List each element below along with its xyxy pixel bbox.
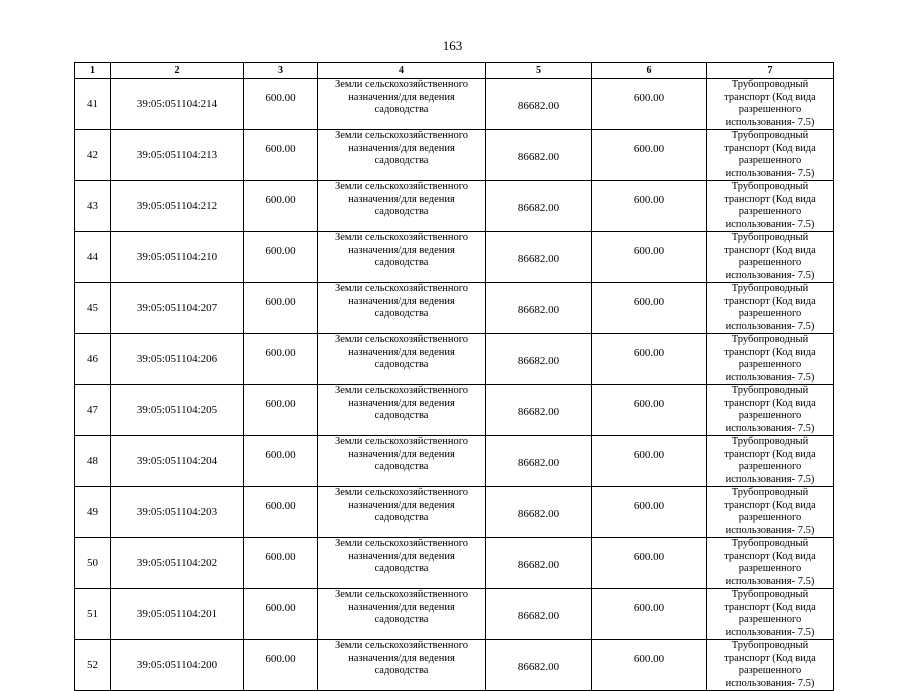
encumbrance-area-cell: 600.00	[592, 538, 707, 589]
column-header: 1	[75, 63, 111, 79]
permitted-use-cell: Трубопроводный транспорт (Код вида разрешенного использования- 7.5)	[707, 436, 834, 487]
encumbrance-area-cell: 600.00	[592, 385, 707, 436]
cadastral-number-cell: 39:05:051104:210	[111, 232, 244, 283]
table-row	[75, 130, 834, 181]
cadastral-value-cell: 86682.00	[486, 130, 592, 181]
cadastral-number-cell: 39:05:051104:202	[111, 538, 244, 589]
row-number-cell: 49	[75, 487, 111, 538]
permitted-use-cell: Трубопроводный транспорт (Код вида разрешенного использования- 7.5)	[707, 487, 834, 538]
land-category-cell: Земли сельскохозяйственного назначения/для ведения садоводства	[318, 232, 486, 283]
row-number-cell: 47	[75, 385, 111, 436]
cadastral-number-cell: 39:05:051104:214	[111, 79, 244, 130]
permitted-use-cell: Трубопроводный транспорт (Код вида разрешенного использования- 7.5)	[707, 589, 834, 640]
cadastral-number-cell: 39:05:051104:203	[111, 487, 244, 538]
encumbrance-area-cell: 600.00	[592, 79, 707, 130]
cadastral-value-cell: 86682.00	[486, 589, 592, 640]
column-header: 3	[244, 63, 318, 79]
area-cell: 600.00	[244, 487, 318, 538]
encumbrance-area-cell: 600.00	[592, 436, 707, 487]
table-header-row	[75, 63, 834, 79]
land-plots-table	[74, 62, 834, 691]
table-row	[75, 640, 834, 691]
cadastral-number-cell: 39:05:051104:204	[111, 436, 244, 487]
row-number-cell: 45	[75, 283, 111, 334]
cadastral-number-cell: 39:05:051104:200	[111, 640, 244, 691]
permitted-use-cell: Трубопроводный транспорт (Код вида разрешенного использования- 7.5)	[707, 640, 834, 691]
land-category-cell: Земли сельскохозяйственного назначения/для ведения садоводства	[318, 487, 486, 538]
row-number-cell: 42	[75, 130, 111, 181]
land-category-cell: Земли сельскохозяйственного назначения/для ведения садоводства	[318, 640, 486, 691]
cadastral-value-cell: 86682.00	[486, 79, 592, 130]
encumbrance-area-cell: 600.00	[592, 589, 707, 640]
cadastral-value-cell: 86682.00	[486, 232, 592, 283]
column-header: 7	[707, 63, 834, 79]
permitted-use-cell: Трубопроводный транспорт (Код вида разрешенного использования- 7.5)	[707, 385, 834, 436]
permitted-use-cell: Трубопроводный транспорт (Код вида разрешенного использования- 7.5)	[707, 334, 834, 385]
encumbrance-area-cell: 600.00	[592, 334, 707, 385]
cadastral-value-cell: 86682.00	[486, 283, 592, 334]
permitted-use-cell: Трубопроводный транспорт (Код вида разрешенного использования- 7.5)	[707, 283, 834, 334]
page-number: 163	[442, 38, 463, 53]
encumbrance-area-cell: 600.00	[592, 181, 707, 232]
area-cell: 600.00	[244, 589, 318, 640]
cadastral-number-cell: 39:05:051104:201	[111, 589, 244, 640]
encumbrance-area-cell: 600.00	[592, 232, 707, 283]
cadastral-value-cell: 86682.00	[486, 436, 592, 487]
permitted-use-cell: Трубопроводный транспорт (Код вида разрешенного использования- 7.5)	[707, 232, 834, 283]
table-row	[75, 334, 834, 385]
area-cell: 600.00	[244, 130, 318, 181]
row-number-cell: 46	[75, 334, 111, 385]
area-cell: 600.00	[244, 640, 318, 691]
column-header: 4	[318, 63, 486, 79]
encumbrance-area-cell: 600.00	[592, 283, 707, 334]
area-cell: 600.00	[244, 181, 318, 232]
cadastral-value-cell: 86682.00	[486, 385, 592, 436]
land-category-cell: Земли сельскохозяйственного назначения/для ведения садоводства	[318, 436, 486, 487]
land-category-cell: Земли сельскохозяйственного назначения/для ведения садоводства	[318, 538, 486, 589]
land-category-cell: Земли сельскохозяйственного назначения/для ведения садоводства	[318, 79, 486, 130]
row-number-cell: 52	[75, 640, 111, 691]
table-row	[75, 79, 834, 130]
permitted-use-cell: Трубопроводный транспорт (Код вида разрешенного использования- 7.5)	[707, 538, 834, 589]
cadastral-value-cell: 86682.00	[486, 538, 592, 589]
cadastral-value-cell: 86682.00	[486, 334, 592, 385]
area-cell: 600.00	[244, 436, 318, 487]
area-cell: 600.00	[244, 283, 318, 334]
row-number-cell: 43	[75, 181, 111, 232]
table-row	[75, 385, 834, 436]
encumbrance-area-cell: 600.00	[592, 487, 707, 538]
table-row	[75, 181, 834, 232]
encumbrance-area-cell: 600.00	[592, 130, 707, 181]
encumbrance-area-cell: 600.00	[592, 640, 707, 691]
cadastral-value-cell: 86682.00	[486, 487, 592, 538]
area-cell: 600.00	[244, 334, 318, 385]
table-row	[75, 538, 834, 589]
cadastral-number-cell: 39:05:051104:213	[111, 130, 244, 181]
land-category-cell: Земли сельскохозяйственного назначения/для ведения садоводства	[318, 181, 486, 232]
land-category-cell: Земли сельскохозяйственного назначения/для ведения садоводства	[318, 385, 486, 436]
row-number-cell: 48	[75, 436, 111, 487]
cadastral-number-cell: 39:05:051104:205	[111, 385, 244, 436]
table-row	[75, 589, 834, 640]
land-category-cell: Земли сельскохозяйственного назначения/для ведения садоводства	[318, 589, 486, 640]
land-category-cell: Земли сельскохозяйственного назначения/для ведения садоводства	[318, 334, 486, 385]
row-number-cell: 44	[75, 232, 111, 283]
permitted-use-cell: Трубопроводный транспорт (Код вида разрешенного использования- 7.5)	[707, 130, 834, 181]
area-cell: 600.00	[244, 538, 318, 589]
land-category-cell: Земли сельскохозяйственного назначения/для ведения садоводства	[318, 283, 486, 334]
row-number-cell: 51	[75, 589, 111, 640]
table-row	[75, 232, 834, 283]
cadastral-number-cell: 39:05:051104:212	[111, 181, 244, 232]
cadastral-value-cell: 86682.00	[486, 640, 592, 691]
land-category-cell: Земли сельскохозяйственного назначения/для ведения садоводства	[318, 130, 486, 181]
row-number-cell: 41	[75, 79, 111, 130]
permitted-use-cell: Трубопроводный транспорт (Код вида разрешенного использования- 7.5)	[707, 79, 834, 130]
area-cell: 600.00	[244, 385, 318, 436]
table-row	[75, 436, 834, 487]
area-cell: 600.00	[244, 232, 318, 283]
column-header: 5	[486, 63, 592, 79]
area-cell: 600.00	[244, 79, 318, 130]
cadastral-number-cell: 39:05:051104:207	[111, 283, 244, 334]
column-header: 2	[111, 63, 244, 79]
column-header: 6	[592, 63, 707, 79]
table-row	[75, 283, 834, 334]
row-number-cell: 50	[75, 538, 111, 589]
cadastral-value-cell: 86682.00	[486, 181, 592, 232]
cadastral-number-cell: 39:05:051104:206	[111, 334, 244, 385]
permitted-use-cell: Трубопроводный транспорт (Код вида разрешенного использования- 7.5)	[707, 181, 834, 232]
table-row	[75, 487, 834, 538]
